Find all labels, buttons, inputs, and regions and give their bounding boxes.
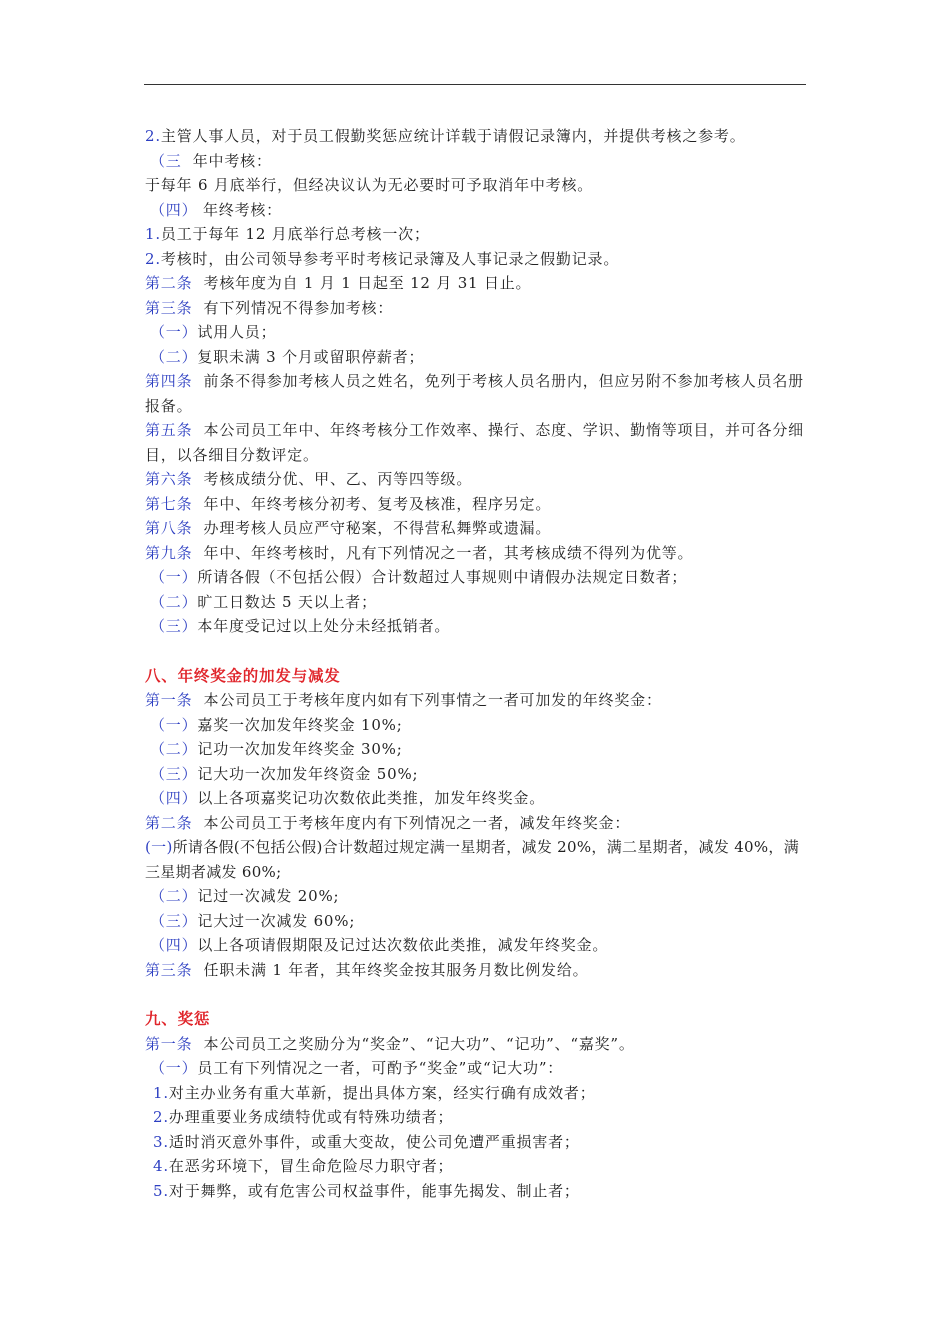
paragraph	[145, 222, 811, 247]
paragraph	[145, 320, 811, 345]
item-number: 3.	[153, 1132, 169, 1151]
item-text: 适时消灭意外事件，或重大变故，使公司免遭严重损害者；	[168, 1132, 580, 1151]
clause-text: 旷工日数达 5 天以上者；	[197, 592, 377, 611]
clause-label: （四）	[150, 789, 198, 807]
article-text: 年中、年终考核时，凡有下列情况之一者，其考核成绩不得列为优等。	[203, 543, 694, 562]
clause-text: 嘉奖一次加发年终奖金 10%;	[197, 715, 403, 734]
clause-label: （三）	[150, 911, 198, 930]
paragraph	[145, 909, 811, 934]
clause-label: （一）	[150, 715, 198, 734]
paragraph	[145, 958, 811, 983]
article-text: 前条不得参加考核人员之姓名，免列于考核人员名册内，但应另附不参加考核人员名册报备。	[145, 372, 804, 415]
article-text: 年中、年终考核分初考、复考及核准，程序另定。	[203, 494, 552, 513]
article-text: 本公司员工年中、年终考核分工作效率、操行、态度、学识、勤惰等项目，并可各分细目，以各细目分数评定。	[145, 421, 804, 464]
paragraph	[145, 345, 811, 370]
clause-text: 记功一次加发年终奖金 30%;	[197, 740, 403, 758]
item-number: 5.	[153, 1181, 169, 1200]
clause-text: 所请各假（不包括公假）合计数超过人事规则中请假办法规定日数者；	[197, 568, 688, 586]
paragraph	[145, 835, 811, 884]
clause-label: （四）	[150, 936, 198, 954]
clause-label: （四）	[150, 200, 198, 219]
article-label: 第一条	[145, 691, 193, 709]
article-label: 第六条	[145, 470, 193, 488]
item-text: 考核时，由公司领导参考平时考核记录簿及人事记录之假勤记录。	[160, 249, 620, 268]
paragraph	[145, 590, 811, 615]
article-text: 考核年度为自 1 月 1 日起至 12 月 31 日止。	[203, 274, 532, 292]
article-text: 本公司员工于考核年度内如有下列事情之一者可加发的年终奖金：	[203, 691, 662, 709]
paragraph	[145, 1154, 811, 1179]
article-label: 第一条	[145, 1034, 193, 1053]
item-number: 1.	[145, 225, 161, 243]
paragraph	[145, 565, 811, 590]
article-text: 任职未满 1 年者，其年终奖金按其服务月数比例发给。	[203, 960, 589, 979]
article-label: 第五条	[145, 421, 193, 439]
article-text: 本公司员工于考核年度内有下列情况之一者，减发年终奖金：	[203, 813, 631, 832]
clause-text: 试用人员；	[197, 323, 277, 341]
paragraph	[145, 1179, 811, 1204]
clause-label: (一)	[145, 838, 173, 856]
paragraph	[145, 198, 811, 223]
clause-text: 于每年 6 月底举行，但经决议认为无必要时可予取消年中考核。	[145, 176, 594, 194]
paragraph	[145, 933, 811, 958]
article-label: 第九条	[145, 543, 193, 562]
paragraph	[145, 541, 811, 566]
document-body	[145, 124, 811, 1203]
item-number: 4.	[153, 1157, 169, 1175]
section-heading: 八、年终奖金的加发与减发	[145, 665, 341, 685]
article-text: 考核成绩分优、甲、乙、丙等四等级。	[203, 470, 473, 488]
paragraph	[145, 173, 811, 198]
item-text: 对主办业务有重大革新，提出具体方案，经实行确有成效者；	[168, 1083, 596, 1102]
article-text: 办理考核人员应严守秘案，不得营私舞弊或遗漏。	[203, 519, 552, 537]
item-number: 2.	[145, 127, 161, 145]
paragraph	[145, 1130, 811, 1155]
paragraph	[145, 737, 811, 762]
clause-text: 年中考核：	[192, 151, 272, 170]
clause-text: 所请各假(不包括公假)合计数超过规定满一星期者，减发 20%，满二星期者，减发 40%，满三星期者减发 60%;	[145, 838, 800, 881]
clause-text: 年终考核：	[202, 200, 282, 219]
paragraph	[145, 1056, 811, 1081]
clause-label: （三）	[150, 617, 198, 635]
clause-label: （二）	[150, 347, 198, 366]
article-label: 第二条	[145, 813, 193, 832]
article-label: 第四条	[145, 372, 193, 390]
item-number: 2.	[153, 1108, 169, 1126]
item-text: 办理重要业务成绩特优或有特殊功绩者；	[168, 1108, 454, 1126]
paragraph	[145, 1081, 811, 1106]
article-label: 第二条	[145, 274, 193, 292]
paragraph	[145, 786, 811, 811]
clause-label: （三	[150, 151, 182, 170]
clause-label: （二）	[150, 740, 198, 758]
item-text: 对于舞弊，或有危害公司权益事件，能事先揭发、制止者；	[168, 1181, 580, 1200]
clause-label: （二）	[150, 887, 198, 905]
clause-label: （二）	[150, 592, 198, 611]
article-text: 有下列情况不得参加考核：	[203, 298, 394, 317]
clause-text: 记大过一次减发 60%;	[197, 911, 356, 930]
clause-text: 记过一次减发 20%;	[197, 887, 340, 905]
clause-text: 记大功一次加发年终资金 50%;	[197, 764, 419, 783]
paragraph	[145, 247, 811, 272]
header-rule	[144, 84, 806, 85]
article-label: 第三条	[145, 960, 193, 979]
paragraph	[145, 688, 811, 713]
clause-label: （三）	[150, 764, 198, 783]
paragraph	[145, 811, 811, 836]
clause-label: （一）	[150, 568, 198, 586]
item-text: 主管人事人员，对于员工假勤奖惩应统计详载于请假记录簿内，并提供考核之参考。	[160, 127, 746, 145]
paragraph	[145, 369, 811, 418]
paragraph	[145, 614, 811, 639]
paragraph	[145, 1032, 811, 1057]
paragraph	[145, 516, 811, 541]
article-label: 第八条	[145, 519, 193, 537]
article-label: 第七条	[145, 494, 193, 513]
paragraph	[145, 713, 811, 738]
clause-text: 员工有下列情况之一者，可酌予“奖金”或“记大功”：	[197, 1059, 564, 1077]
article-label: 第三条	[145, 298, 193, 317]
clause-label: （一）	[150, 323, 198, 341]
paragraph	[145, 884, 811, 909]
section-heading: 九、奖惩	[145, 1009, 211, 1028]
clause-text: 复职未满 3 个月或留职停薪者；	[197, 347, 425, 366]
paragraph	[145, 124, 811, 149]
paragraph	[145, 418, 811, 467]
paragraph	[145, 492, 811, 517]
item-text: 员工于每年 12 月底举行总考核一次；	[160, 225, 430, 243]
clause-text: 本年度受记过以上处分未经抵销者。	[197, 617, 451, 635]
item-text: 在恶劣环境下，冒生命危险尽力职守者；	[168, 1157, 454, 1175]
clause-label: （一）	[150, 1059, 198, 1077]
clause-text: 以上各项请假期限及记过达次数依此类推，减发年终奖金。	[197, 936, 609, 954]
paragraph	[145, 1105, 811, 1130]
paragraph	[145, 296, 811, 321]
paragraph	[145, 467, 811, 492]
clause-text: 以上各项嘉奖记功次数依此类推，加发年终奖金。	[197, 789, 546, 807]
paragraph	[145, 271, 811, 296]
item-number: 2.	[145, 249, 161, 268]
article-text: 本公司员工之奖励分为“奖金”、“记大功”、“记功”、“嘉奖”。	[203, 1034, 635, 1053]
paragraph	[145, 762, 811, 787]
item-number: 1.	[153, 1083, 169, 1102]
paragraph	[145, 149, 811, 174]
